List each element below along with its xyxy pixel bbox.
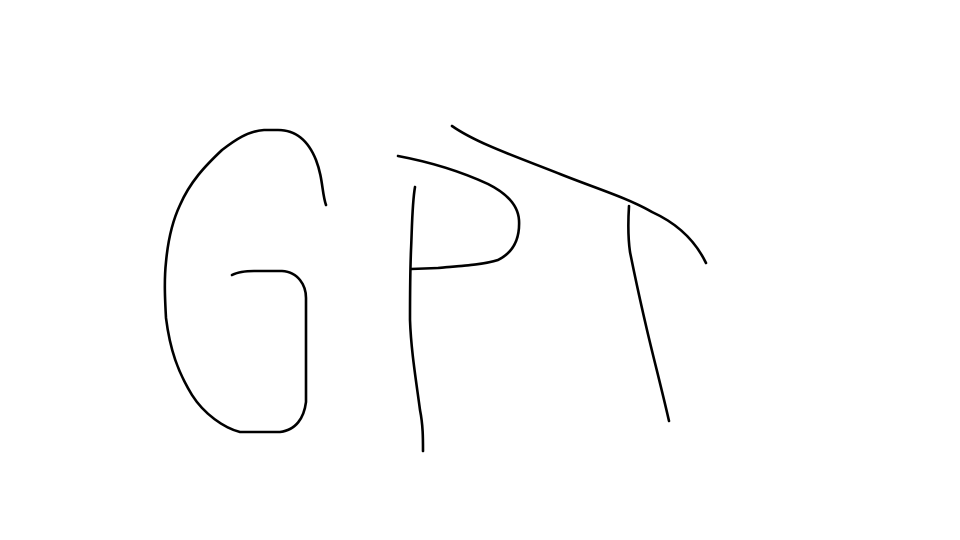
letter-p-bowl [398,156,519,269]
letter-p-stem [410,187,423,451]
letter-t-stem [628,206,669,421]
letter-t-crossbar [452,126,706,263]
letter-g-outer-curve [165,130,326,432]
letter-g [165,130,326,432]
letter-t [452,126,706,421]
letter-p [398,156,519,451]
